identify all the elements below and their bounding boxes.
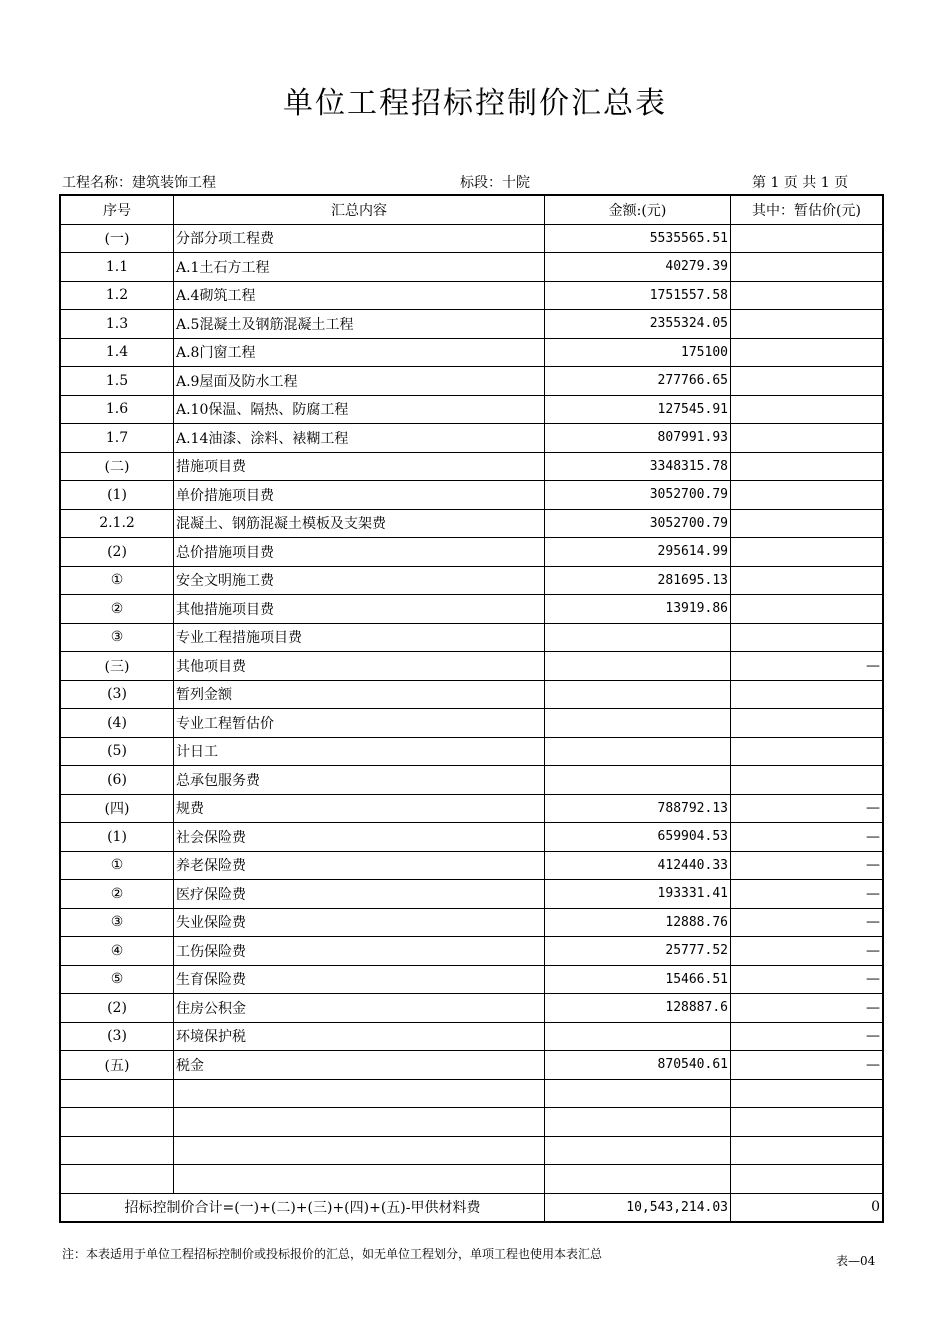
row-amount: 40279.39 (545, 253, 731, 282)
row-amount (545, 737, 731, 766)
table-row (60, 367, 883, 396)
row-number: ② (60, 595, 174, 624)
page-title: 单位工程招标控制价汇总表 (283, 86, 667, 121)
row-amount: 412440.33 (545, 851, 731, 880)
row-amount: 3052700.79 (545, 509, 731, 538)
row-content: 失业保险费 (174, 908, 545, 937)
row-amount: 128887.6 (545, 994, 731, 1023)
row-number: (4) (60, 709, 174, 738)
table-row (60, 908, 883, 937)
row-number: 1.3 (60, 310, 174, 339)
row-estimate: — (731, 994, 884, 1023)
row-estimate (731, 538, 884, 567)
column-header-estimate: 其中：暂估价(元) (731, 195, 884, 224)
row-number: (2) (60, 538, 174, 567)
row-number: ② (60, 880, 174, 909)
row-estimate: — (731, 1022, 884, 1051)
row-amount: 788792.13 (545, 794, 731, 823)
row-number: ① (60, 566, 174, 595)
row-amount: 295614.99 (545, 538, 731, 567)
row-number: (2) (60, 994, 174, 1023)
row-content (174, 1108, 545, 1137)
row-content: 社会保险费 (174, 823, 545, 852)
row-amount: 659904.53 (545, 823, 731, 852)
row-amount (545, 680, 731, 709)
row-amount: 1751557.58 (545, 281, 731, 310)
row-number (60, 1079, 174, 1108)
row-number: 1.2 (60, 281, 174, 310)
table-row (60, 310, 883, 339)
row-estimate (731, 481, 884, 510)
row-estimate (731, 509, 884, 538)
row-estimate (731, 566, 884, 595)
table-row (60, 1108, 883, 1137)
row-content: 专业工程措施项目费 (174, 623, 545, 652)
page-number: 第 1 页 共 1 页 (752, 175, 849, 191)
row-amount (545, 1079, 731, 1108)
row-number: ④ (60, 937, 174, 966)
row-amount: 193331.41 (545, 880, 731, 909)
row-amount: 277766.65 (545, 367, 731, 396)
row-amount (545, 709, 731, 738)
table-row (60, 994, 883, 1023)
row-number: (四) (60, 794, 174, 823)
table-row (60, 395, 883, 424)
row-estimate: — (731, 652, 884, 681)
table-row (60, 823, 883, 852)
row-content: 分部分项工程费 (174, 224, 545, 253)
table-row (60, 481, 883, 510)
table-row (60, 224, 883, 253)
row-estimate (731, 281, 884, 310)
table-row (60, 566, 883, 595)
row-content: 总承包服务费 (174, 766, 545, 795)
row-number: ③ (60, 908, 174, 937)
summary-table (59, 194, 884, 1223)
row-estimate (731, 338, 884, 367)
row-amount: 12888.76 (545, 908, 731, 937)
row-amount (545, 1022, 731, 1051)
row-number: (二) (60, 452, 174, 481)
row-number: (1) (60, 481, 174, 510)
table-row (60, 1165, 883, 1194)
row-number: 1.5 (60, 367, 174, 396)
project-name: 工程名称：建筑装饰工程 (62, 175, 216, 191)
row-amount: 3052700.79 (545, 481, 731, 510)
row-amount: 13919.86 (545, 595, 731, 624)
table-row (60, 452, 883, 481)
row-amount: 3348315.78 (545, 452, 731, 481)
table-row (60, 1051, 883, 1080)
row-estimate (731, 424, 884, 453)
row-estimate: — (731, 794, 884, 823)
row-number: 2.1.2 (60, 509, 174, 538)
row-estimate: — (731, 1051, 884, 1080)
table-row (60, 680, 883, 709)
row-content: 单价措施项目费 (174, 481, 545, 510)
row-number: (5) (60, 737, 174, 766)
row-content: 暂列金额 (174, 680, 545, 709)
row-number: (1) (60, 823, 174, 852)
row-amount: 870540.61 (545, 1051, 731, 1080)
row-number: (一) (60, 224, 174, 253)
footnote: 注：本表适用于单位工程招标控制价或投标报价的汇总，如无单位工程划分，单项工程也使用本表汇总 (62, 1247, 603, 1261)
row-estimate (731, 224, 884, 253)
table-row (60, 595, 883, 624)
row-amount: 281695.13 (545, 566, 731, 595)
row-content: 环境保护税 (174, 1022, 545, 1051)
row-amount (545, 652, 731, 681)
row-number: ① (60, 851, 174, 880)
table-row (60, 623, 883, 652)
row-content: A.5混凝土及钢筋混凝土工程 (174, 310, 545, 339)
row-estimate (731, 1108, 884, 1137)
row-estimate: — (731, 851, 884, 880)
row-amount: 807991.93 (545, 424, 731, 453)
row-number: (3) (60, 680, 174, 709)
row-number (60, 1165, 174, 1194)
table-row (60, 424, 883, 453)
row-amount: 15466.51 (545, 965, 731, 994)
column-header-amount: 金额:(元) (545, 195, 731, 224)
row-number: 1.7 (60, 424, 174, 453)
row-number: 1.4 (60, 338, 174, 367)
row-estimate (731, 1165, 884, 1194)
row-number: (五) (60, 1051, 174, 1080)
row-estimate: — (731, 880, 884, 909)
row-number: (3) (60, 1022, 174, 1051)
row-estimate: — (731, 823, 884, 852)
row-content: 计日工 (174, 737, 545, 766)
row-content: 混凝土、钢筋混凝土模板及支架费 (174, 509, 545, 538)
row-content (174, 1079, 545, 1108)
row-estimate (731, 1079, 884, 1108)
table-row (60, 965, 883, 994)
table-row (60, 937, 883, 966)
row-estimate (731, 253, 884, 282)
table-row (60, 338, 883, 367)
table-row (60, 851, 883, 880)
table-row (60, 652, 883, 681)
row-content: 税金 (174, 1051, 545, 1080)
total-row (60, 1193, 883, 1222)
row-number: ③ (60, 623, 174, 652)
row-content: A.1土石方工程 (174, 253, 545, 282)
table-row (60, 766, 883, 795)
row-content: 养老保险费 (174, 851, 545, 880)
row-content (174, 1165, 545, 1194)
total-estimate: 0 (731, 1193, 884, 1222)
row-estimate (731, 680, 884, 709)
row-content (174, 1136, 545, 1165)
row-estimate (731, 310, 884, 339)
row-content: 规费 (174, 794, 545, 823)
row-amount: 5535565.51 (545, 224, 731, 253)
row-estimate (731, 1136, 884, 1165)
table-row (60, 737, 883, 766)
row-content: A.10保温、隔热、防腐工程 (174, 395, 545, 424)
row-estimate (731, 737, 884, 766)
table-header-row (60, 195, 883, 224)
row-content: 医疗保险费 (174, 880, 545, 909)
row-content: 其他项目费 (174, 652, 545, 681)
row-estimate: — (731, 937, 884, 966)
row-amount: 175100 (545, 338, 731, 367)
row-amount: 127545.91 (545, 395, 731, 424)
row-content: A.4砌筑工程 (174, 281, 545, 310)
row-estimate (731, 395, 884, 424)
row-content: A.14油漆、涂料、裱糊工程 (174, 424, 545, 453)
table-number: 表—04 (836, 1254, 876, 1268)
row-number: 1.6 (60, 395, 174, 424)
row-estimate (731, 709, 884, 738)
table-row (60, 709, 883, 738)
table-row (60, 253, 883, 282)
table-row (60, 509, 883, 538)
row-estimate (731, 595, 884, 624)
row-number: (6) (60, 766, 174, 795)
row-estimate (731, 623, 884, 652)
row-amount (545, 766, 731, 795)
row-content: 其他措施项目费 (174, 595, 545, 624)
row-amount: 2355324.05 (545, 310, 731, 339)
total-label: 招标控制价合计=(一)+(二)+(三)+(四)+(五)-甲供材料费 (60, 1193, 545, 1222)
row-number (60, 1136, 174, 1165)
row-content: A.9屋面及防水工程 (174, 367, 545, 396)
row-amount (545, 1108, 731, 1137)
table-row (60, 1136, 883, 1165)
table-row (60, 538, 883, 567)
table-row (60, 1079, 883, 1108)
row-estimate (731, 367, 884, 396)
row-content: 总价措施项目费 (174, 538, 545, 567)
row-amount (545, 1165, 731, 1194)
row-content: 工伤保险费 (174, 937, 545, 966)
row-estimate (731, 452, 884, 481)
table-row (60, 880, 883, 909)
row-content: 住房公积金 (174, 994, 545, 1023)
row-amount (545, 623, 731, 652)
row-number (60, 1108, 174, 1137)
row-estimate (731, 766, 884, 795)
row-estimate: — (731, 965, 884, 994)
row-estimate: — (731, 908, 884, 937)
table-row (60, 1022, 883, 1051)
row-content: 措施项目费 (174, 452, 545, 481)
row-amount (545, 1136, 731, 1165)
row-number: ⑤ (60, 965, 174, 994)
table-row (60, 794, 883, 823)
table-body (60, 224, 883, 1193)
section-label: 标段：十院 (460, 175, 530, 191)
table-row (60, 281, 883, 310)
column-header-no: 序号 (60, 195, 174, 224)
total-amount: 10,543,214.03 (545, 1193, 731, 1222)
row-amount: 25777.52 (545, 937, 731, 966)
row-number: 1.1 (60, 253, 174, 282)
column-header-content: 汇总内容 (174, 195, 545, 224)
row-content: A.8门窗工程 (174, 338, 545, 367)
row-number: (三) (60, 652, 174, 681)
row-content: 安全文明施工费 (174, 566, 545, 595)
row-content: 生育保险费 (174, 965, 545, 994)
row-content: 专业工程暂估价 (174, 709, 545, 738)
